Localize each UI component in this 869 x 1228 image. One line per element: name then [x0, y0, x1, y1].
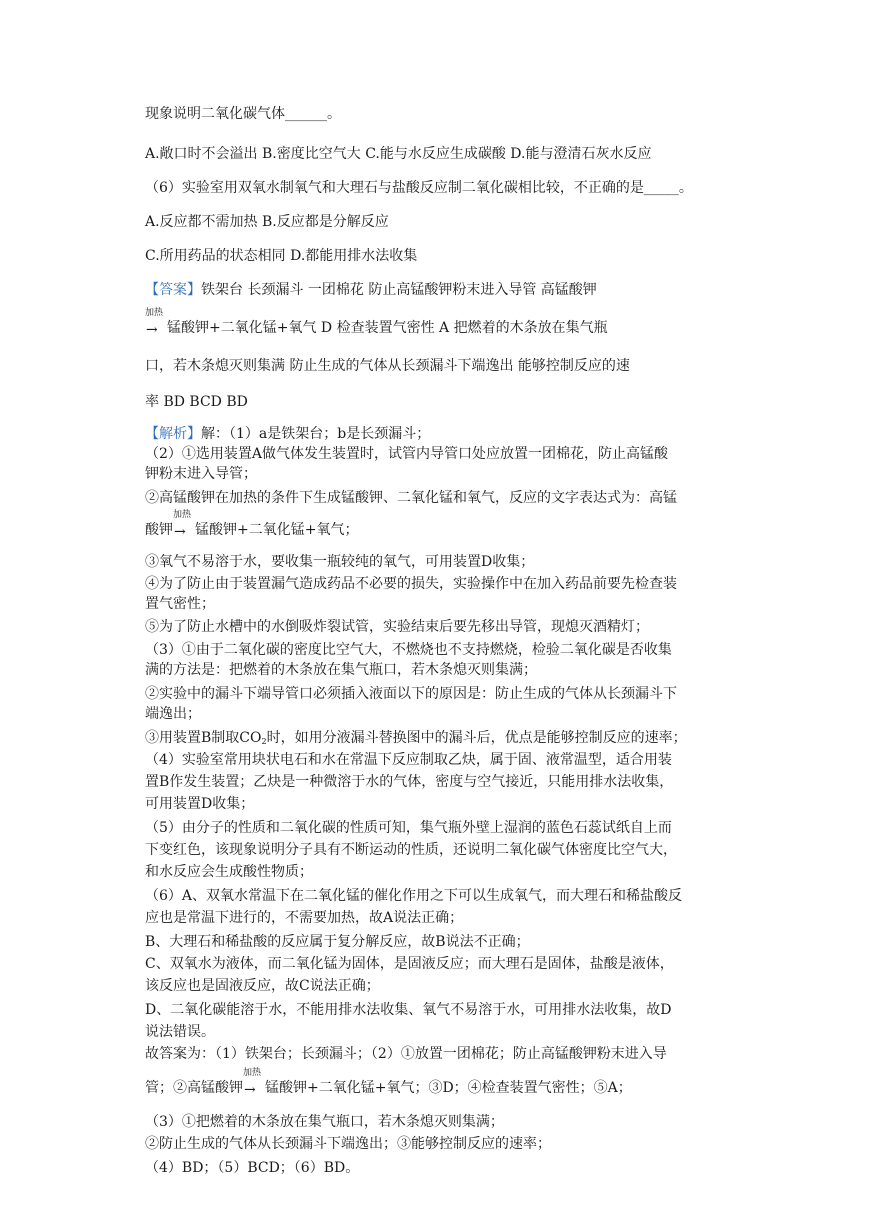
analysis-line-4: ②高锰酸钾在加热的条件下生成锰酸钾、二氧化锰和氧气，反应的文字表达式为：高锰 — [145, 490, 677, 506]
analysis-line-11: 满的方法是：把燃着的木条放在集气瓶口，若木条熄灭则集满； — [145, 662, 537, 678]
analysis-line-16: 置B作发生装置；乙炔是一种微溶于水的气体，密度与空气接近，只能用排水法收集， — [145, 774, 674, 790]
analysis-line-1 — [145, 424, 725, 444]
analysis-line-5 — [145, 510, 725, 540]
analysis-line-22: 应也是常温下进行的，不需要加热，故A说法正确； — [145, 910, 464, 926]
analysis-line-9: ⑤为了防止水槽中的水倒吸炸裂试管，实验结束后要先移出导管，现熄灭酒精灯； — [145, 619, 649, 635]
analysis-line-19: 下变红色，该现象说明分子具有不断运动的性质，还说明二氧化碳气体密度比空气大， — [145, 842, 677, 858]
analysis-line-21: （6）A、双氧水常温下在二氧化锰的催化作用之下可以生成氧气，而大理石和稀盐酸反 — [145, 888, 683, 904]
analysis-text-29b: 锰酸钾+二氧化锰+氧气；③D；④检查装置气密性；⑤A； — [265, 1080, 632, 1096]
arrow-condition: 加热 — [145, 308, 164, 318]
q5-options: A.敞口时不会溢出 B.密度比空气大 C.能与水反应生成碳酸 D.能与澄清石灰水反应 — [145, 146, 652, 162]
analysis-line-25: 该反应也是固液反应，故C说法正确； — [145, 978, 380, 994]
reaction-arrow-icon: 加热 → — [243, 1068, 262, 1098]
q6-stem: （6）实验室用双氧水制氧气和大理石与盐酸反应制二氧化碳相比较，不正确的是_____。 — [145, 180, 693, 196]
reaction-arrow-icon: 加热 → — [173, 510, 192, 540]
analysis-line-7: ④为了防止由于装置漏气造成药品不必要的损失，实验操作中在加入药品前要先检查装 — [145, 576, 677, 592]
answer-text-2: 锰酸钾+二氧化锰+氧气 D 检查装置气密性 A 把燃着的木条放在集气瓶 — [167, 320, 608, 336]
analysis-line-32: （4）BD；（5）BCD；（6）BD。 — [145, 1160, 360, 1176]
analysis-line-17: 可用装置D收集； — [145, 796, 255, 812]
reaction-arrow-icon: 加热 → — [145, 308, 164, 338]
answer-tag: 【答案】 — [145, 282, 201, 298]
analysis-text-14a: ③用装置B制取CO — [145, 730, 262, 746]
analysis-line-31: ②防止生成的气体从长颈漏斗下端逸出；③能够控制反应的速率； — [145, 1136, 551, 1152]
analysis-line-3: 钾粉末进入导管； — [145, 466, 257, 482]
analysis-line-14 — [145, 728, 725, 752]
analysis-line-18: （5）由分子的性质和二氧化碳的性质可知，集气瓶外壁上湿润的蓝色石蕊试纸自上而 — [145, 820, 672, 836]
analysis-line-2: （2）①选用装置A做气体发生装置时，试管内导管口处应放置一团棉花，防止高锰酸 — [145, 446, 669, 462]
analysis-line-6: ③氧气不易溶于水，要收集一瓶较纯的氧气，可用装置D收集； — [145, 554, 535, 570]
analysis-line-29 — [145, 1068, 725, 1098]
answer-line-3: 口，若木条熄灭则集满 防止生成的气体从长颈漏斗下端逸出 能够控制反应的速 — [145, 358, 630, 374]
analysis-line-10: （3）①由于二氧化碳的密度比空气大，不燃烧也不支持燃烧，检验二氧化碳是否收集 — [145, 642, 672, 658]
analysis-line-12: ②实验中的漏斗下端导管口必须插入液面以下的原因是：防止生成的气体从长颈漏斗下 — [145, 686, 677, 702]
analysis-tag: 【解析】 — [145, 426, 201, 442]
analysis-line-15: （4）实验室常用块状电石和水在常温下反应制取乙炔，属于固、液常温型，适合用装 — [145, 752, 672, 768]
analysis-line-13: 端逸出； — [145, 706, 201, 722]
analysis-line-24: C、双氧水为液体，而二氧化锰为固体，是固液反应；而大理石是固体，盐酸是液体， — [145, 956, 674, 972]
q6-options-cd: C.所用药品的状态相同 D.都能用排水法收集 — [145, 248, 418, 264]
answer-text-1: 铁架台 长颈漏斗 一团棉花 防止高锰酸钾粉末进入导管 高锰酸钾 — [201, 282, 597, 298]
analysis-line-27: 说法错误。 — [145, 1024, 215, 1040]
answer-line-1 — [145, 280, 725, 300]
analysis-line-23: B、大理石和稀盐酸的反应属于复分解反应，故B说法不正确； — [145, 934, 530, 950]
analysis-text-5b: 锰酸钾+二氧化锰+氧气； — [195, 522, 359, 538]
analysis-line-8: 置气密性； — [145, 596, 215, 612]
analysis-text-5a: 酸钾 — [145, 522, 173, 538]
analysis-text-1: 解：（1）a是铁架台；b是长颈漏斗； — [201, 426, 431, 442]
analysis-text-14b: 时，如用分液漏斗替换图中的漏斗后，优点是能够控制反应的速率； — [266, 730, 687, 746]
answer-line-4: 率 BD BCD BD — [145, 394, 248, 410]
analysis-text-29a: 管；②高锰酸钾 — [145, 1080, 243, 1096]
q5-stem-end: 现象说明二氧化碳气体______。 — [145, 106, 341, 122]
analysis-line-28: 故答案为：（1）铁架台；长颈漏斗；（2）①放置一团棉花；防止高锰酸钾粉末进入导 — [145, 1046, 667, 1062]
co2-subscript: 2 — [261, 737, 267, 746]
analysis-line-20: 和水反应会生成酸性物质； — [145, 864, 313, 880]
arrow-condition: 加热 — [243, 1068, 262, 1078]
analysis-line-30: （3）①把燃着的木条放在集气瓶口，若木条熄灭则集满； — [145, 1114, 504, 1130]
answer-line-2 — [145, 308, 725, 338]
analysis-line-26: D、二氧化碳能溶于水，不能用排水法收集、氧气不易溶于水，可用排水法收集，故D — [145, 1002, 672, 1018]
q6-options-ab: A.反应都不需加热 B.反应都是分解反应 — [145, 214, 389, 230]
arrow-condition: 加热 — [173, 510, 192, 520]
